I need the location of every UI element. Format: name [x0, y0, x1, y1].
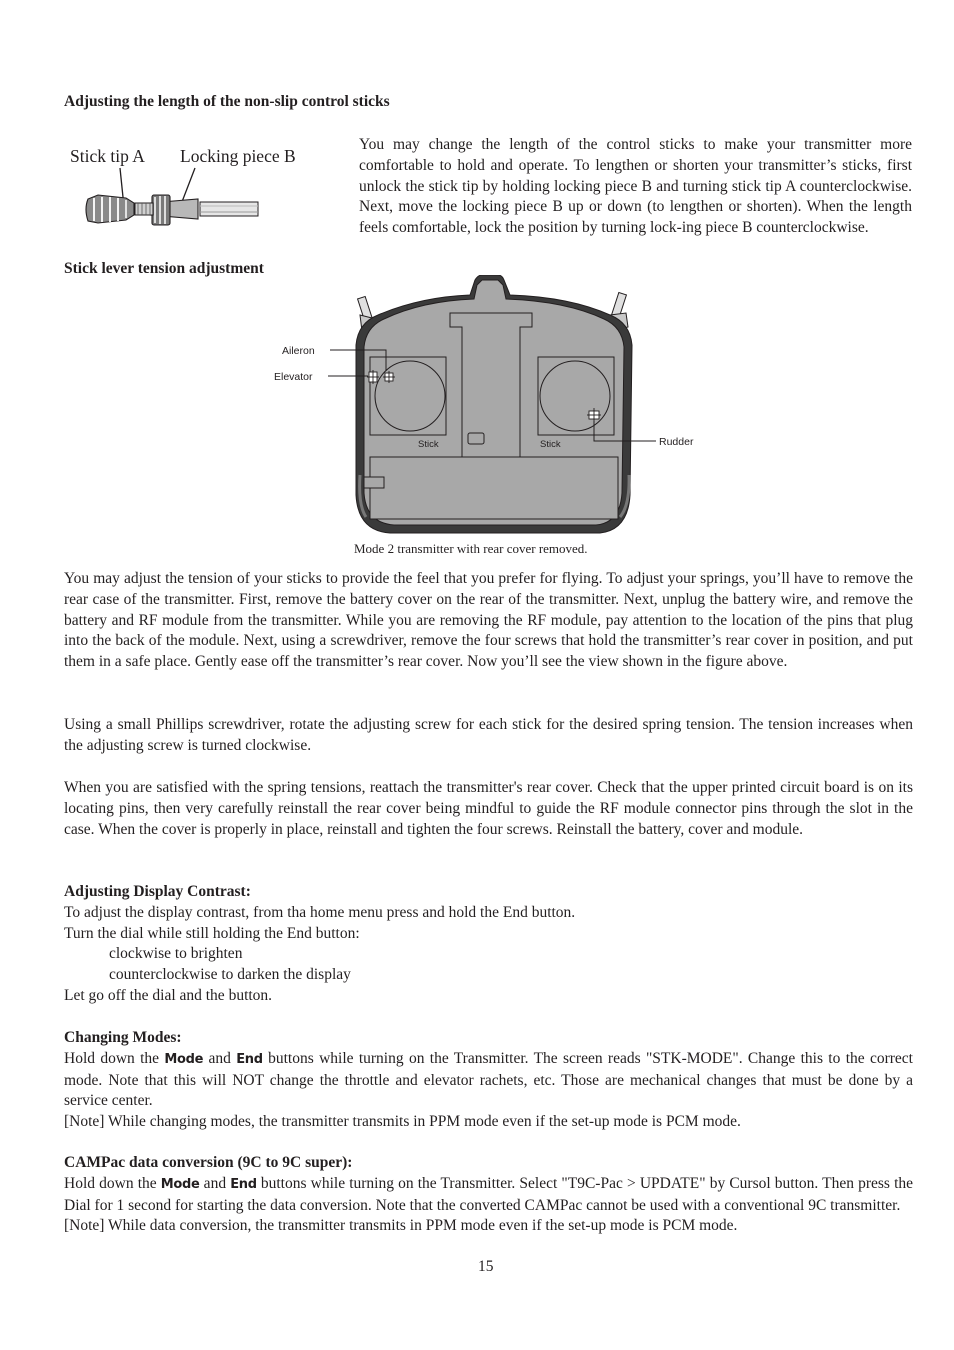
label-stick-tip: Stick tip A [70, 146, 145, 166]
page-number: 15 [478, 1258, 494, 1275]
label-stick-right: Stick [540, 439, 561, 450]
stick-length-paragraph: You may change the length of the control sticks to make your transmitter more comfortable to hold and operate. To lengthen or shorten your transmitter’s sticks, first unlock the stick tip by holding locking piece B and turning stick tip A counterclockwise. Next, move the locking piece B up or down (to lengthen or shorten). When the length feels comfortable, lock the position by turning lock-ing piece B counterclockwise. [359, 136, 912, 237]
campac-note: [Note] While data conversion, the transmitter transmits in PPM mode even if the set-up mode is PCM mode. [64, 1217, 738, 1235]
label-stick-left: Stick [418, 439, 439, 450]
contrast-heading: Adjusting Display Contrast: [64, 883, 251, 900]
tension-paragraph-3: When you are satisfied with the spring tensions, reattach the transmitter's rear cover. Check that the upper printed circuit board is on its locating pins, then very carefully reinstall the rear cover being mindful to guide the RF module connector pins through the slot in the case. When the cover is properly in place, reinstall and tighten the four screws. Reinstall the battery, cover and module. [64, 779, 913, 838]
modes-note: [Note] While changing modes, the transmitter transmits in PPM mode even if the set-up mode is PCM mode. [64, 1113, 741, 1131]
end-key-label: End [236, 1051, 263, 1067]
end-key-label: End [230, 1176, 257, 1192]
battery-compartment [370, 457, 618, 519]
section-heading-stick-length: Adjusting the length of the non-slip control sticks [64, 93, 390, 110]
modes-paragraph: Hold down the Mode and End buttons while turning on the Transmitter. The screen reads "STK-MODE". Change this to the correct mode. Note that this will NOT change the throttle and elevator rachets, etc. Those are mechanical changes that must be done by a service center. [64, 1049, 913, 1110]
elevator-screw-icon [383, 371, 395, 383]
section-heading-tension: Stick lever tension adjustment [64, 260, 264, 277]
tension-paragraph-2: Using a small Phillips screwdriver, rotate the adjusting screw for each stick for the desired spring tension. The tension increases when the adjusting screw is turned clockwise. [64, 716, 913, 754]
label-rudder: Rudder [659, 436, 694, 448]
stick-tip-illustration [80, 165, 270, 235]
contrast-section [64, 882, 913, 1007]
mode-key-label: Mode [160, 1176, 200, 1192]
label-locking-piece: Locking piece B [180, 146, 296, 166]
aileron-screw-icon [367, 370, 379, 384]
label-aileron: Aileron [282, 345, 315, 357]
campac-section [64, 1153, 913, 1237]
diagram-caption: Mode 2 transmitter with rear cover removed. [354, 541, 588, 556]
mode-key-label: Mode [164, 1051, 204, 1067]
contrast-line-5: Let go off the dial and the button. [64, 986, 273, 1004]
transmitter-diagram [270, 275, 720, 540]
contrast-line-1: To adjust the display contrast, from tha home menu press and hold the End button. [64, 903, 576, 921]
contrast-line-2: Turn the dial while still holding the End button: [64, 924, 360, 942]
tension-paragraph-1: You may adjust the tension of your sticks to provide the feel that you prefer for flying. To adjust your springs, you’ll have to remove the rear case of the transmitter. First, remove the battery cover on the rear of the transmitter. Next, unplug the battery wire, and remove the battery and RF module from the transmitter. While you are removing the RF module, pay attention to the location of the pins that plug into the back of the module. Next, using a screwdriver, remove the four screws that hold the transmitter’s rear cover in position, and put them in a safe place. Gently ease off the transmitter’s rear cover. Now you’ll see the view shown in the figure above. [64, 570, 913, 671]
modes-section [64, 1028, 913, 1133]
modes-heading: Changing Modes: [64, 1029, 182, 1046]
contrast-line-3: clockwise to brighten [109, 945, 243, 963]
contrast-line-4: counterclockwise to darken the display [109, 966, 351, 984]
label-elevator: Elevator [274, 371, 313, 383]
campac-paragraph: Hold down the Mode and End buttons while turning on the Transmitter. Select "T9C-Pac > UPDATE" by Cursol button. Then press the Dial for 1 second for starting the data conversion. Note that the converted CAMPac cannot be used with a conventional 9C transmitter. [64, 1174, 914, 1214]
campac-heading: CAMPac data conversion (9C to 9C super): [64, 1154, 353, 1171]
